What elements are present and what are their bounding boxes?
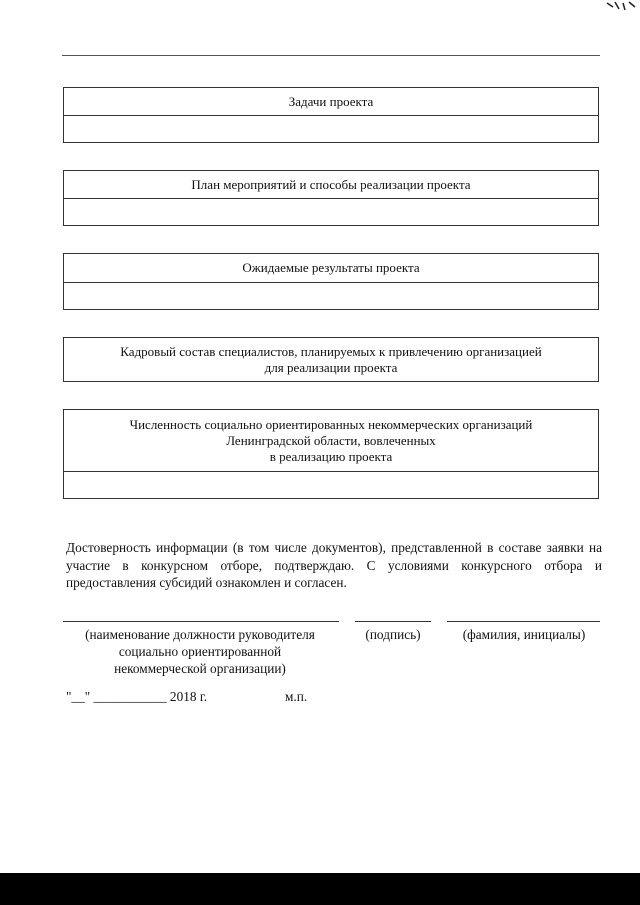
signature-caption: (подпись): [365, 627, 421, 642]
caption-line: некоммерческой организации): [114, 661, 286, 676]
position-signature-line: [63, 621, 339, 622]
section-header: [64, 410, 598, 472]
stamp-mark: м.п.: [285, 689, 308, 704]
scan-corner-artifact: [605, 0, 640, 12]
section-title-line: Ленинградской области, вовлеченных: [226, 432, 436, 448]
section-staff: [63, 337, 599, 382]
declaration-text: Достоверность информации (в том числе документов), представленной в составе заявки на участие в конкурсном отборе, подтверждаю. С условиями конкурсного отбора и предоставления субсидий ознакомлен и согласен.: [66, 540, 602, 590]
section-title-line: Численность социально ориентированных некоммерческих организаций: [129, 416, 533, 432]
section-title: Ожидаемые результаты проекта: [242, 260, 420, 275]
name-signature-line: [447, 621, 600, 622]
signature-line: [355, 621, 431, 622]
section-results: [63, 253, 599, 310]
top-rule: [62, 55, 600, 56]
scan-bottom-bar: [0, 873, 640, 905]
section-plan: [63, 170, 599, 226]
date-line: "__" ___________ 2018 г.: [66, 689, 208, 704]
section-header: [64, 254, 598, 283]
section-header: [64, 88, 598, 116]
name-caption: (фамилия, инициалы): [462, 627, 586, 642]
section-title: Задачи проекта: [288, 93, 374, 109]
section-title-line: Кадровый состав специалистов, планируемых к привлечению организацией: [120, 343, 542, 359]
section-tasks: [63, 87, 599, 143]
section-header: [64, 171, 598, 199]
section-title-line: в реализацию проекта: [269, 448, 393, 464]
section-title: План мероприятий и способы реализации проекта: [191, 176, 471, 192]
position-caption: [60, 626, 340, 677]
section-title-line: для реализации проекта: [264, 359, 398, 375]
caption-line: социально ориентированной: [118, 644, 282, 659]
caption-line: (наименование должности руководителя: [85, 627, 315, 642]
section-header: [64, 338, 598, 381]
section-organizations: [63, 409, 599, 499]
